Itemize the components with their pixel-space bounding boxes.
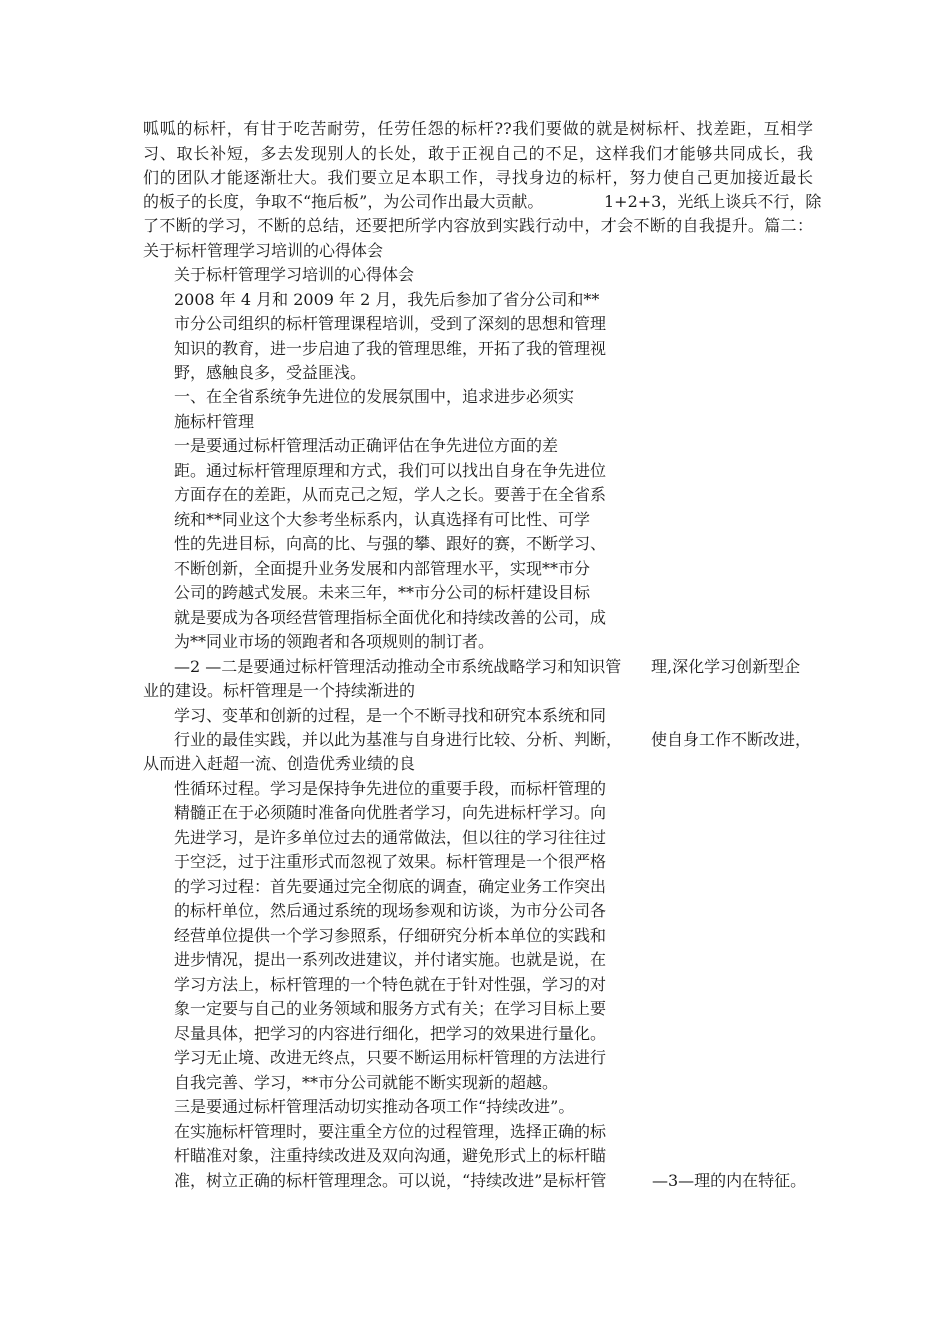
text-line: 公司的跨越式发展。未来三年，**市分公司的标杆建设目标 — [174, 583, 591, 602]
text-line: 性的先进目标，向高的比、与强的攀、跟好的赛，不断学习、 — [174, 534, 607, 553]
text-line: 的学习过程：首先要通过完全彻底的调查，确定业务工作突出 — [174, 877, 607, 896]
text-line: 2008 年 4 月和 2009 年 2 月，我先后参加了省分公司和** — [174, 290, 600, 309]
text-line: 呱呱的标杆，有甘于吃苦耐劳，任劳任怨的标杆??我们要做的就是树标杆、找差距，互相学 — [143, 119, 813, 138]
text-line: 尽量具体，把学习的内容进行细化，把学习的效果进行量化。 — [174, 1024, 607, 1043]
text-line: 使自身工作不断改进， — [651, 730, 812, 749]
text-line: 性循环过程。学习是保持争先进位的重要手段，而标杆管理的 — [174, 779, 607, 798]
text-line: 自我完善、学习，**市分公司就能不断实现新的超越。 — [174, 1073, 559, 1092]
text-line: 统和**同业这个大参考坐标系内，认真选择有可比性、可学 — [174, 510, 591, 529]
section-title: 关于标杆管理学习培训的心得体会 — [174, 265, 415, 284]
text-line: 一是要通过标杆管理活动正确评估在争先进位方面的差 — [174, 436, 559, 455]
text-line: 就是要成为各项经营管理指标全面优化和持续改善的公司，成 — [174, 608, 607, 627]
text-line: 进步情况，提出一系列改进建议，并付诸实施。也就是说，在 — [174, 950, 607, 969]
text-line: 三是要通过标杆管理活动切实推动各项工作“持续改进”。 — [174, 1097, 575, 1116]
text-line: 从而进入赶超一流、创造优秀业绩的良 — [143, 754, 416, 773]
heading-line: 一、在全省系统争先进位的发展氛围中，追求进步必须实 — [174, 387, 575, 406]
text-line: 学习无止境、改进无终点，只要不断运用标杆管理的方法进行 — [174, 1048, 607, 1067]
text-line: 杆瞄准对象，注重持续改进及双向沟通，避免形式上的标杆瞄 — [174, 1146, 607, 1165]
text-line: 了不断的学习，不断的总结，还要把所学内容放到实践行动中，才会不断的自我提升。篇二： — [143, 216, 813, 235]
text-line: 的板子的长度，争取不“拖后板”，为公司作出最大贡献。 — [143, 192, 544, 211]
text-line: 们的团队才能逐渐壮大。我们要立足本职工作，寻找身边的标杆，努力使自己更加接近最长 — [143, 168, 813, 187]
text-line: 准，树立正确的标杆管理理念。可以说，“持续改进”是标杆管 — [174, 1171, 607, 1190]
text-line: 知识的教育，进一步启迪了我的管理思维，开拓了我的管理视 — [174, 339, 607, 358]
text-line: 距。通过标杆管理原理和方式，我们可以找出自身在争先进位 — [174, 461, 607, 480]
text-line: 精髓正在于必须随时准备向优胜者学习，向先进标杆学习。向 — [174, 803, 607, 822]
text-line: 于空泛，过于注重形式而忽视了效果。标杆管理是一个很严格 — [174, 852, 607, 871]
text-line: 学习、变革和创新的过程，是一个不断寻找和研究本系统和同 — [174, 706, 607, 725]
text-line: 为**同业市场的领跑者和各项规则的制订者。 — [174, 632, 495, 651]
text-line: 方面存在的差距，从而克己之短，学人之长。要善于在全省系 — [174, 485, 607, 504]
text-line: 在实施标杆管理时，要注重全方位的过程管理，选择正确的标 — [174, 1122, 607, 1141]
text-line: 1+2+3，光纸上谈兵不行，除 — [604, 192, 822, 211]
text-line: 经营单位提供一个学习参照系，仔细研究分析本单位的实践和 — [174, 926, 607, 945]
text-line: 关于标杆管理学习培训的心得体会 — [143, 241, 384, 260]
heading-line: 施标杆管理 — [174, 412, 255, 431]
text-line: 学习方法上，标杆管理的一个特色就在于针对性强，学习的对 — [174, 975, 607, 994]
text-line: —2 —二是要通过标杆管理活动推动全市系统战略学习和知识管 — [174, 657, 622, 676]
text-line: 野，感触良多，受益匪浅。 — [174, 363, 367, 382]
page-number-text: —3—理的内在特征。 — [652, 1171, 807, 1190]
text-line: 行业的最佳实践，并以此为基准与自身进行比较、分析、判断， — [174, 730, 623, 749]
text-line: 习、取长补短，多去发现别人的长处，敢于正视自己的不足，这样我们才能够共同成长，我 — [143, 144, 813, 163]
text-line: 先进学习，是许多单位过去的通常做法，但以往的学习往往过 — [174, 828, 607, 847]
text-line: 不断创新，全面提升业务发展和内部管理水平，实现**市分 — [174, 559, 591, 578]
text-line: 业的建设。标杆管理是一个持续渐进的 — [143, 681, 416, 700]
text-line: 象一定要与自己的业务领域和服务方式有关；在学习目标上要 — [174, 999, 607, 1018]
text-line: 市分公司组织的标杆管理课程培训，受到了深刻的思想和管理 — [174, 314, 607, 333]
text-line: 的标杆单位，然后通过系统的现场参观和访谈，为市分公司各 — [174, 901, 607, 920]
text-line: 理,深化学习创新型企 — [651, 657, 801, 676]
